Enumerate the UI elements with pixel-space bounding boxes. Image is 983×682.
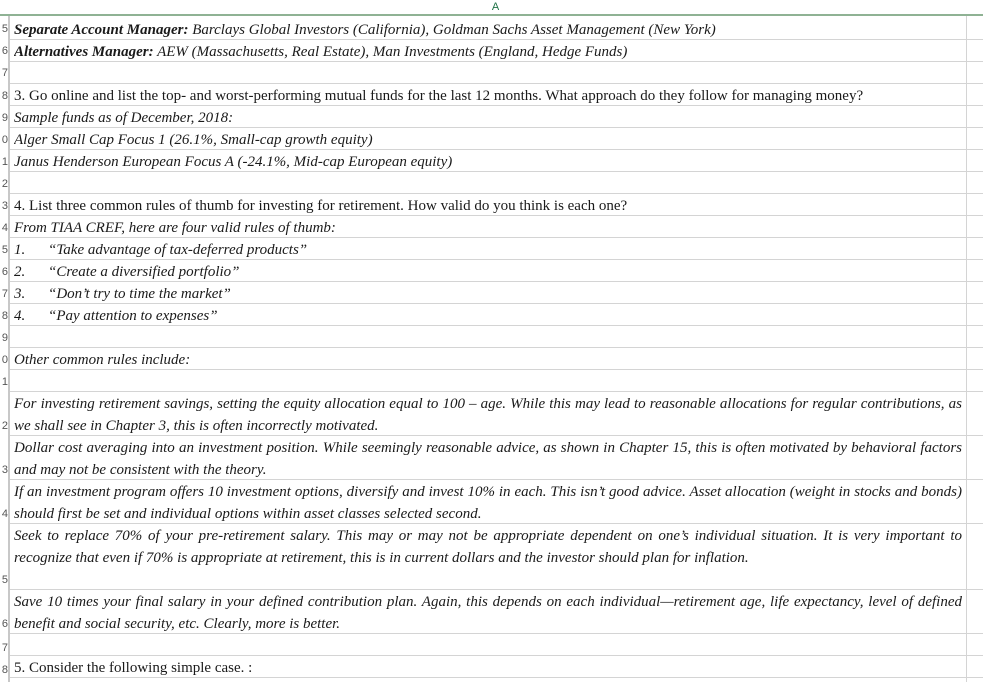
row-number[interactable]: 0 (1, 134, 8, 146)
label-separate-account-manager: Separate Account Manager: (14, 22, 189, 38)
cell-rule-equity-allocation[interactable]: For investing retirement savings, setting the equity allocation equal to 100 – age. While this may lead to reasonable allocations for regular contributions, as we shall see in Chapter 3, this is often incorrectly motivated. (14, 396, 962, 434)
row-number[interactable]: 8 (1, 310, 8, 322)
row-number[interactable]: 3 (1, 200, 8, 212)
row-number[interactable]: 1 (1, 156, 8, 168)
cell-sample-funds[interactable]: Sample funds as of December, 2018: (14, 110, 234, 126)
row-number[interactable]: 7 (1, 288, 8, 300)
row-number[interactable]: 7 (1, 642, 8, 654)
row-number[interactable]: 3 (1, 464, 8, 476)
row-number[interactable]: 5 (1, 574, 8, 586)
label-alternatives-manager: Alternatives Manager: (14, 44, 154, 60)
column-header-a[interactable]: A (491, 1, 500, 13)
cell-alternatives-manager[interactable]: Alternatives Manager: AEW (Massachusetts, Real Estate), Man Investments (England, Hedge Funds) (14, 44, 628, 60)
cell-rule-2[interactable]: 2. “Create a diversified portfolio” (14, 264, 240, 280)
cell-rule-replace-salary[interactable]: Seek to replace 70% of your pre-retirement salary. This may or may not be appropriate dependent on one’s individual situation. It is very important to recognize that even if 70% is appropriate at retirement, this is in current dollars and the investor should plan for inflation. (14, 528, 962, 566)
cell-rule-save-10x[interactable]: Save 10 times your final salary in your defined contribution plan. Again, this depends on each individual—retirement age, life expectancy, level of defined benefit and social security, etc. Clearly, more is better. (14, 594, 962, 632)
row-number[interactable]: 5 (1, 244, 8, 256)
row-number[interactable]: 5 (1, 23, 8, 35)
cell-fund-1[interactable]: Alger Small Cap Focus 1 (26.1%, Small-cap growth equity) (14, 132, 373, 148)
cell-question-4[interactable]: 4. List three common rules of thumb for investing for retirement. How valid do you think is each one? (14, 198, 628, 214)
cell-rule-dollar-cost[interactable]: Dollar cost averaging into an investment position. While seemingly reasonable advice, as shown in Chapter 15, this is often motivated by behavioral factors and may not be consistent with the theory. (14, 440, 962, 478)
cell-other-rules[interactable]: Other common rules include: (14, 352, 191, 368)
cell-question-5[interactable]: 5. Consider the following simple case. : (14, 660, 253, 676)
cell-rule-diversify[interactable]: If an investment program offers 10 investment options, diversify and invest 10% in each. This isn’t good advice. Asset allocation (weight in stocks and bonds) should first be set and individual options within asset classes selected second. (14, 484, 962, 522)
row-number[interactable]: 2 (1, 178, 8, 190)
row-number[interactable]: 8 (1, 664, 8, 676)
cell-rules-intro[interactable]: From TIAA CREF, here are four valid rules of thumb: (14, 220, 336, 236)
cell-question-3[interactable]: 3. Go online and list the top- and worst-performing mutual funds for the last 12 months. What approach do they follow for managing money? (14, 88, 864, 104)
row-number[interactable]: 6 (1, 45, 8, 57)
cell-rule-1[interactable]: 1. “Take advantage of tax-deferred products” (14, 242, 308, 258)
row-number[interactable]: 0 (1, 354, 8, 366)
row-number[interactable]: 8 (1, 90, 8, 102)
cell-rule-3[interactable]: 3. “Don’t try to time the market” (14, 286, 231, 302)
column-header-row (0, 0, 983, 16)
cell-separate-account-manager[interactable]: Separate Account Manager: Barclays Global Investors (California), Goldman Sachs Asset Management (New York) (14, 22, 716, 38)
row-number[interactable]: 6 (1, 618, 8, 630)
row-number[interactable]: 9 (1, 112, 8, 124)
row-number[interactable]: 4 (1, 508, 8, 520)
cell-rule-4[interactable]: 4. “Pay attention to expenses” (14, 308, 218, 324)
row-number[interactable]: 6 (1, 266, 8, 278)
row-number[interactable]: 2 (1, 420, 8, 432)
row-number[interactable]: 9 (1, 332, 8, 344)
row-number[interactable]: 7 (1, 67, 8, 79)
cell-fund-2[interactable]: Janus Henderson European Focus A (-24.1%, Mid-cap European equity) (14, 154, 453, 170)
row-number[interactable]: 1 (1, 376, 8, 388)
row-number[interactable]: 4 (1, 222, 8, 234)
